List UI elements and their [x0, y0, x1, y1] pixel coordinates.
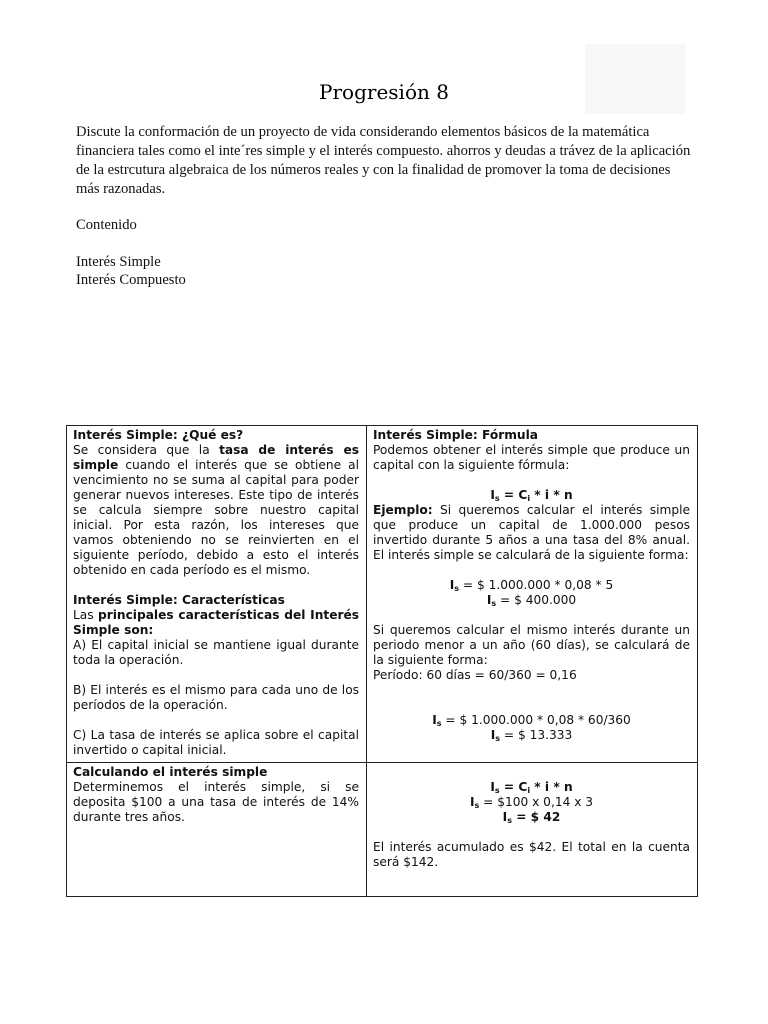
- characteristic-item: A) El capital inicial se mantiene igual durante toda la operación.: [73, 638, 359, 667]
- cell-heading: Interés Simple: Fórmula: [373, 428, 539, 442]
- cell-heading: Calculando el interés simple: [73, 765, 268, 779]
- cell-simple-interest-definition: [67, 426, 367, 763]
- contents-label: Contenido: [76, 217, 137, 233]
- problem-paragraph: Determinemos el interés simple, si se deposita $100 a una tasa de interés de 14% durante tres años.: [73, 780, 359, 824]
- content-table: [66, 425, 698, 897]
- cell-calculating-simple-interest: [67, 763, 367, 897]
- definition-paragraph: Se considera que la tasa de interés es simple cuando el interés que se obtiene al vencimiento no se suma al capital para poder generar nuevos intereses. Este tipo de interés se calcula siempre sobre nuestro capital inicial. Por esta razón, los intereses que vamos obteniendo no se reinvierten en el siguiente período, debido a esto el interés obtenido en cada período es el mismo.: [73, 443, 359, 577]
- characteristics-intro: Las principales características del Interés Simple son:: [73, 608, 359, 637]
- calc-line: $I_s$ = $ 1.000.000 * 0,08 * 60/360: [432, 713, 631, 728]
- calc-line: $I_s$ = $100 x 0,14 x 3: [469, 795, 594, 810]
- result-paragraph: El interés acumulado es $42. El total en la cuenta será $142.: [373, 840, 690, 869]
- formula-intro: Podemos obtener el interés simple que produce un capital con la siguiente fórmula:: [373, 443, 690, 472]
- page-title: Progresión 8: [319, 80, 449, 104]
- formula: $I_s = C_i * i * n$: [490, 488, 573, 503]
- formula: $I_s = C_i * i * n$: [490, 780, 573, 795]
- cell-heading: Interés Simple: Características: [73, 593, 285, 607]
- cell-heading: Interés Simple: ¿Qué es?: [73, 428, 244, 442]
- characteristic-item: B) El interés es el mismo para cada uno de los períodos de la operación.: [73, 683, 359, 712]
- calc-line: $I_s$ = $ 13.333: [490, 728, 573, 743]
- topic-item: Interés Simple: [76, 254, 161, 270]
- period-line: Período: 60 días = 60/360 = 0,16: [373, 668, 577, 682]
- period-paragraph: Si queremos calcular el mismo interés durante un periodo menor a un año (60 días), se calculará de la siguiente forma:: [373, 623, 690, 667]
- intro-paragraph: Discute la conformación de un proyecto de vida considerando elementos básicos de la matemática financiera tales como el inte´res simple y el interés compuesto. ahorros y deudas a trávez de la aplicación de la estrcutura algebraica de los números reales y con la finalidad de promover la toma de decisiones más razonadas.: [76, 124, 691, 197]
- cell-simple-interest-formula: [367, 426, 698, 763]
- characteristic-item: C) La tasa de interés se aplica sobre el capital invertido o capital inicial.: [73, 728, 359, 757]
- calc-line: $I_s$ = $ 1.000.000 * 0,08 * 5: [449, 578, 614, 593]
- cell-solution: [367, 763, 698, 897]
- topics-list: [76, 253, 186, 289]
- topic-item: Interés Compuesto: [76, 272, 186, 288]
- example-paragraph: Ejemplo: Si queremos calcular el interés simple que produce un capital de 1.000.000 pesos invertido durante 5 años a una tasa del 8% anual. El interés simple se calculará de la siguiente forma:: [373, 503, 690, 562]
- calc-line: $I_s$ = $ 400.000: [486, 593, 577, 608]
- calc-result: $I_s$ = $ 42: [502, 810, 561, 825]
